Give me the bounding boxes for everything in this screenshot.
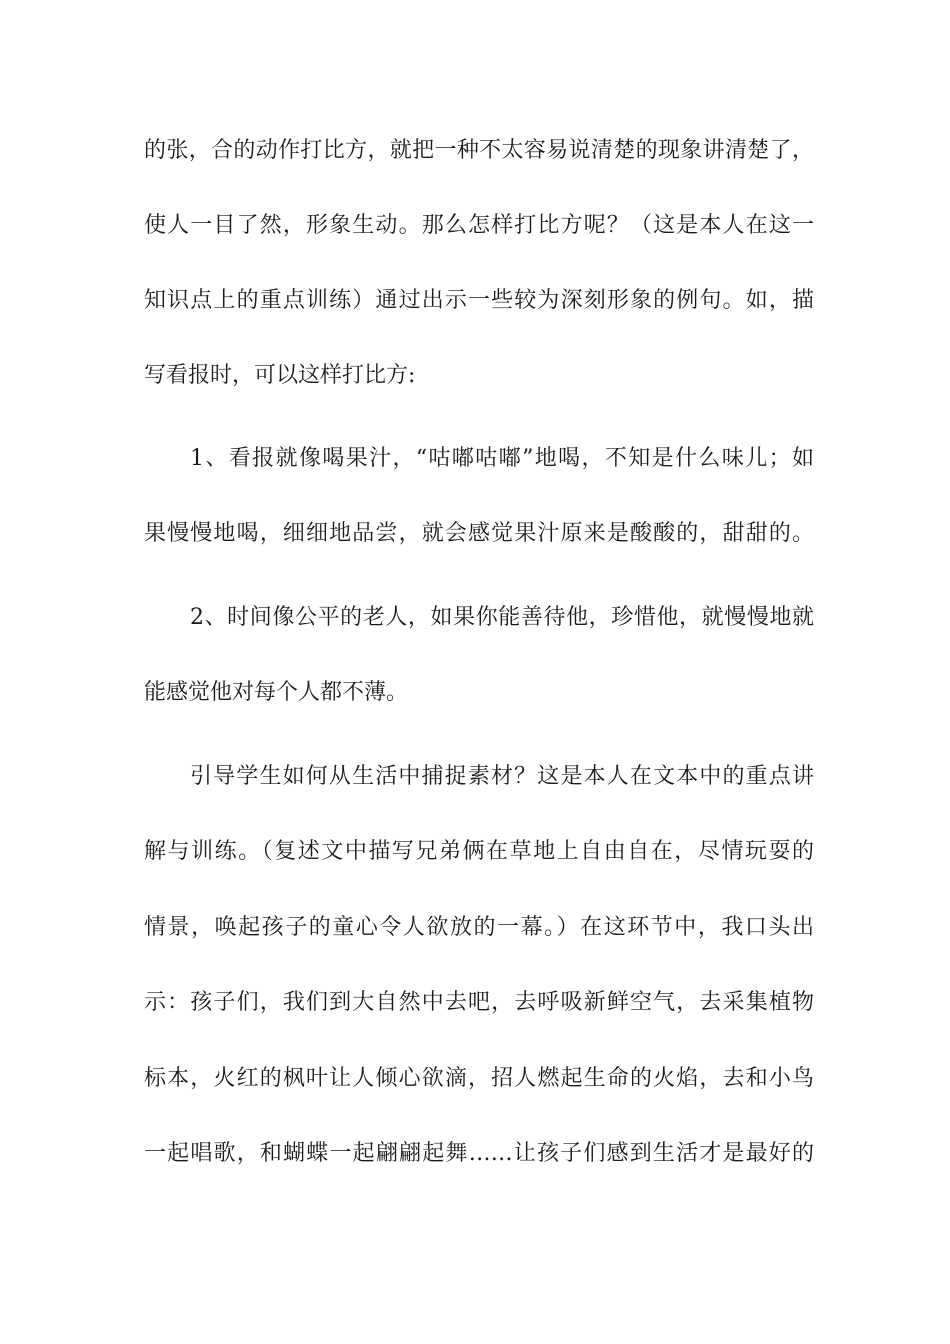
text-line: 写看报时，可以这样打比方:: [144, 363, 416, 388]
text-line: 情景，唤起孩子的童心令人欲放的一幕。）在这环节中，我口头出: [144, 915, 814, 940]
text-line: 使人一目了然，形象生动。那么怎样打比方呢？（这是本人在这一: [144, 213, 814, 238]
text-line: 解与训练。（复述文中描写兄弟俩在草地上自由自在，尽情玩耍的: [144, 839, 814, 864]
text-line: 标本，火红的枫叶让人倾心欲滴，招人燃起生命的火焰，去和小鸟: [144, 1066, 814, 1091]
text-line: 1、看报就像喝果汁，“咕嘟咕嘟”地喝，不知是什么味儿；如: [190, 446, 814, 471]
text-line: 2、时间像公平的老人，如果你能善待他，珍惜他，就慢慢地就: [190, 605, 814, 630]
text-line: 一起唱歌，和蝴蝶一起翩翩起舞……让孩子们感到生活才是最好的: [144, 1141, 814, 1166]
text-line: 知识点上的重点训练）通过出示一些较为深刻形象的例句。如，描: [144, 288, 814, 313]
text-line: 引导学生如何从生活中捕捉素材？这是本人在文本中的重点讲: [190, 764, 814, 789]
text-line: 能感觉他对每个人都不薄。: [144, 680, 409, 705]
text-line: 示：孩子们，我们到大自然中去吧，去呼吸新鲜空气，去采集植物: [144, 990, 814, 1015]
text-line: 的张，合的动作打比方，就把一种不太容易说清楚的现象讲清楚了，: [144, 138, 814, 163]
text-line: 果慢慢地喝，细细地品尝，就会感觉果汁原来是酸酸的，甜甜的。: [144, 521, 814, 546]
